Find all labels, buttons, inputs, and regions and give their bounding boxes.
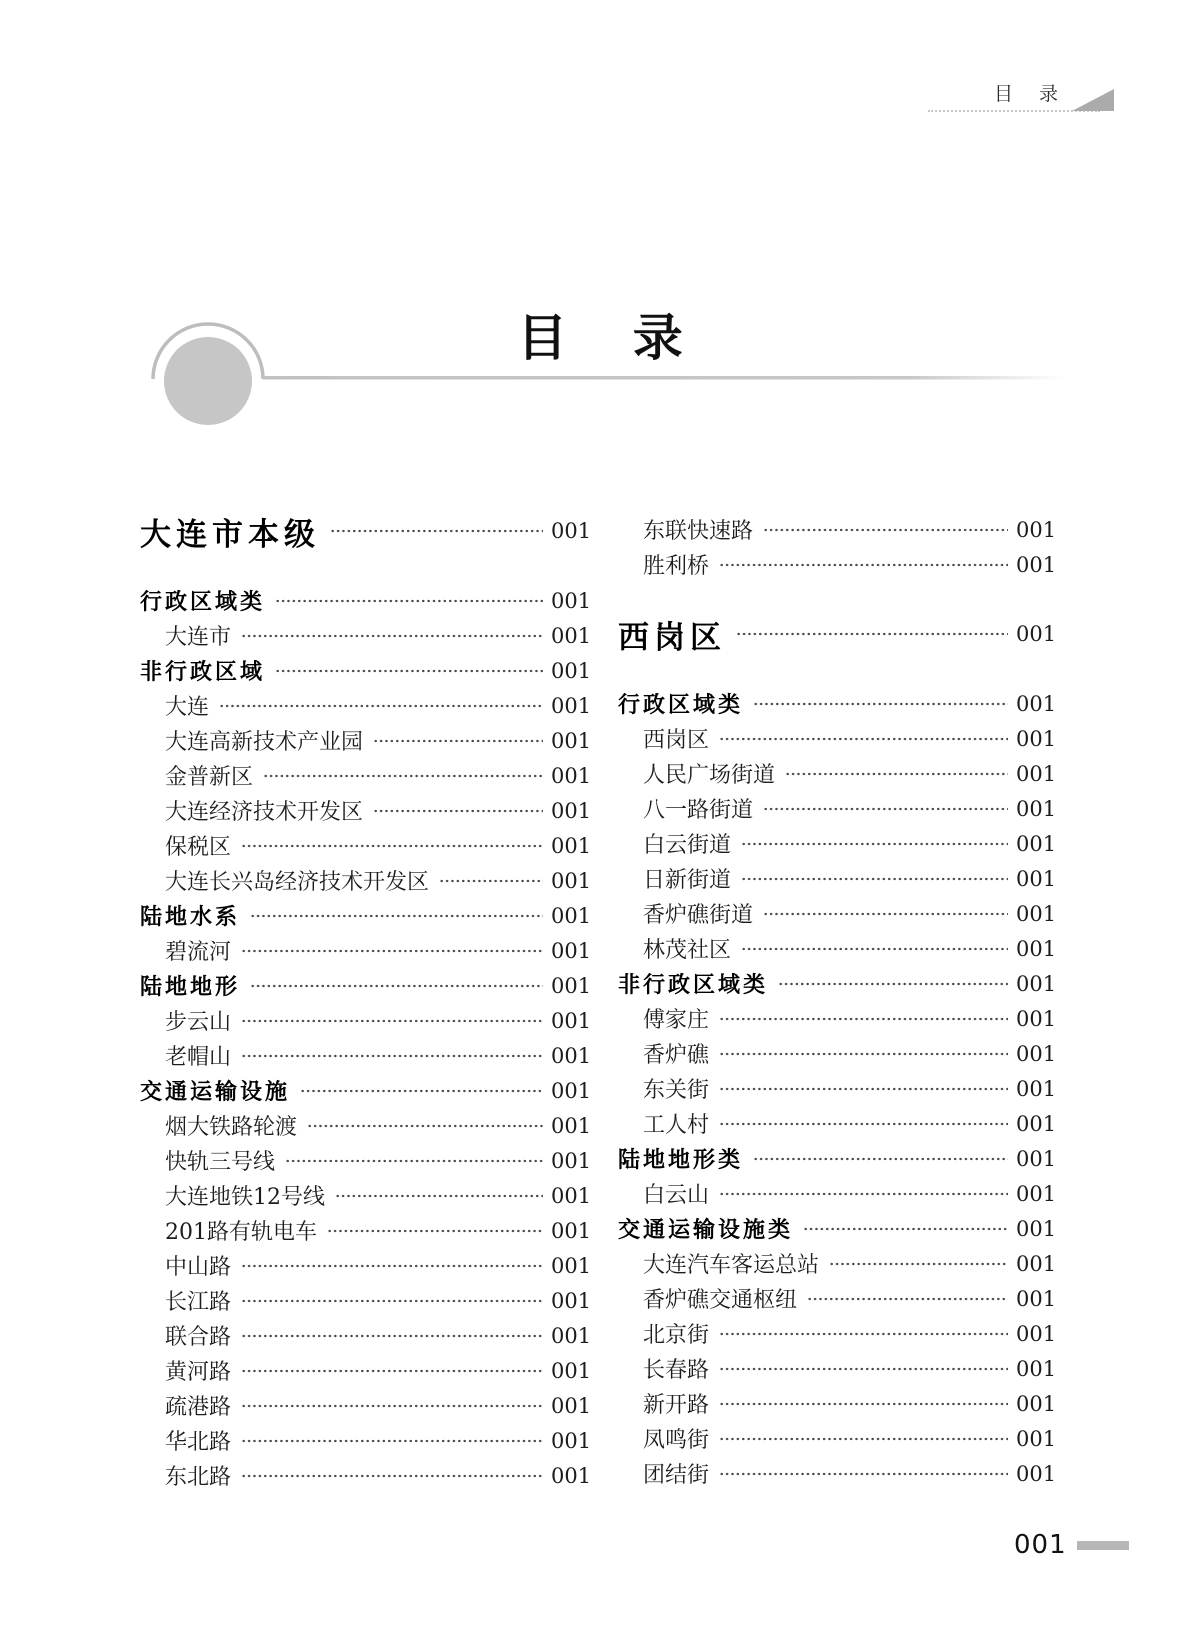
toc-section-label: 非行政区域类 [618,973,769,998]
toc-row-entry [618,1246,1057,1281]
dot-leader [719,1071,1008,1106]
dot-leader [719,1176,1008,1211]
toc-section-label: 交通运输设施类 [618,1218,794,1243]
toc-page-number: 001 [551,1043,592,1068]
toc-row-section [140,653,592,688]
toc-page-number: 001 [551,1218,592,1243]
toc-entry-label: 日新街道 [643,868,732,893]
toc-row-chapter [140,512,592,553]
toc-page-number: 001 [551,728,592,753]
toc-row-section [140,898,592,933]
dot-leader [753,686,1008,721]
toc-page-number: 001 [1016,796,1057,821]
dot-leader [719,547,1008,582]
toc-entry-label: 香炉礁街道 [643,903,754,928]
toc-page-number: 001 [1016,1251,1057,1276]
toc-row-entry [140,1353,592,1388]
toc-entry-label: 香炉礁交通枢纽 [643,1288,798,1313]
toc-row-entry [140,1248,592,1283]
dot-leader [373,723,543,758]
dot-leader [327,1213,543,1248]
toc-page-number: 001 [1016,1321,1057,1346]
toc-row-entry [618,826,1057,861]
toc-row-entry [618,1106,1057,1141]
toc-row-entry [618,1281,1057,1316]
dot-leader [829,1246,1008,1281]
toc-page-number: 001 [551,1428,592,1453]
toc-entry-label: 大连市 [165,625,232,650]
toc-entry-label: 中山路 [165,1255,232,1280]
toc-page-number: 001 [1016,1041,1057,1066]
toc-entry-label: 大连高新技术产业园 [165,730,364,755]
toc-entry-label: 东北路 [165,1465,232,1490]
dot-leader [763,791,1008,826]
dot-leader [719,1106,1008,1141]
toc-row-entry [618,512,1057,547]
toc-row-entry [140,1388,592,1423]
toc-row-entry [140,1143,592,1178]
toc-page-number: 001 [551,1323,592,1348]
toc-row-entry [618,756,1057,791]
toc-page-number: 001 [551,1463,592,1488]
toc-page-number: 001 [1016,622,1057,646]
toc-page-number: 001 [551,1113,592,1138]
toc-entry-label: 大连汽车客运总站 [643,1253,820,1278]
toc-row-section [140,968,592,1003]
toc-page-number: 001 [1016,552,1057,577]
dot-leader [241,618,543,653]
toc-row-section [618,966,1057,1001]
toc-entry-label: 东关街 [643,1078,710,1103]
toc-row-entry [140,933,592,968]
toc-row-entry [140,618,592,653]
toc-entry-label: 北京街 [643,1323,710,1348]
toc-page-number: 001 [551,623,592,648]
dot-leader [241,828,543,863]
dot-leader [763,512,1008,547]
dot-leader [741,826,1008,861]
toc-row-entry [618,721,1057,756]
toc-row-entry [140,1038,592,1073]
toc-row-entry [618,1071,1057,1106]
page-title: 目 录 [517,308,683,367]
toc-entry-label: 新开路 [643,1393,710,1418]
toc-page-number: 001 [551,1358,592,1383]
dot-leader [300,1073,543,1108]
toc-row-entry [140,1003,592,1038]
toc-entry-label: 人民广场街道 [643,763,776,788]
dot-leader [241,1388,543,1423]
toc-entry-label: 烟大铁路轮渡 [165,1115,298,1140]
footer-page-number: 001 [1014,1530,1067,1560]
toc-page-number: 001 [1016,1286,1057,1311]
dot-leader [719,1036,1008,1071]
toc-row-entry [140,723,592,758]
dot-leader [219,688,543,723]
dot-leader [753,1141,1008,1176]
title-decoration [0,0,1200,450]
title-rule-line [263,376,1065,380]
dot-leader [241,1318,543,1353]
toc-row-entry [140,863,592,898]
toc-page-number: 001 [551,973,592,998]
toc-row-entry [618,1386,1057,1421]
dot-leader [719,1421,1008,1456]
toc-row-entry [140,688,592,723]
toc-entry-label: 西岗区 [643,728,710,753]
toc-entry-label: 老帽山 [165,1045,232,1070]
toc-row-entry [140,793,592,828]
dot-leader [275,653,543,688]
toc-entry-label: 黄河路 [165,1360,232,1385]
dot-leader [241,1423,543,1458]
toc-entry-label: 疏港路 [165,1395,232,1420]
toc-page-number: 001 [551,519,592,543]
dot-leader [241,1248,543,1283]
toc-entry-label: 香炉礁 [643,1043,710,1068]
toc-entry-label: 凤鸣街 [643,1428,710,1453]
dot-leader [241,1038,543,1073]
dot-leader [807,1281,1008,1316]
toc-entry-label: 步云山 [165,1010,232,1035]
toc-entry-label: 碧流河 [165,940,232,965]
dot-leader [241,1283,543,1318]
dot-leader [263,758,543,793]
dot-leader [439,863,543,898]
toc-entry-label: 大连地铁12号线 [165,1185,325,1210]
toc-entry-label: 大连长兴岛经济技术开发区 [165,870,430,895]
toc-page-number: 001 [1016,1111,1057,1136]
dot-leader [719,1316,1008,1351]
page-footer [1014,1530,1129,1560]
toc-column-left [140,512,592,1493]
toc-page-number: 001 [551,868,592,893]
dot-leader [741,861,1008,896]
toc-page-number: 001 [551,1078,592,1103]
toc-row-entry [140,1318,592,1353]
toc-entry-label: 八一路街道 [643,798,754,823]
toc-entry-label: 大连经济技术开发区 [165,800,364,825]
dot-leader [778,966,1008,1001]
dot-leader [741,931,1008,966]
toc-entry-label: 白云街道 [643,833,732,858]
toc-row-chapter [618,615,1057,656]
toc-row-entry [618,896,1057,931]
dot-leader [241,1003,543,1038]
dot-leader [719,1386,1008,1421]
toc-page-number: 001 [551,903,592,928]
toc-section-label: 陆地地形类 [618,1148,744,1173]
dot-leader [307,1108,543,1143]
toc-entry-label: 傅家庄 [643,1008,710,1033]
toc-row-entry [618,931,1057,966]
toc-entry-label: 201路有轨电车 [165,1220,317,1245]
toc-page-number: 001 [551,1008,592,1033]
toc-section-label: 交通运输设施 [140,1080,291,1105]
toc-row-entry [140,1213,592,1248]
dot-leader [736,615,1008,653]
toc-row-entry [618,1351,1057,1386]
corner-header-title: 目 录 [993,83,1058,105]
title-band [0,0,1200,450]
toc-row-entry [618,1176,1057,1211]
toc-chapter-label: 西岗区 [618,619,726,656]
toc-page-number: 001 [551,833,592,858]
toc-row-entry [140,1423,592,1458]
toc-row-entry [618,791,1057,826]
toc-page-number: 001 [551,1288,592,1313]
toc-page-number: 001 [551,588,592,613]
toc-entry-label: 林茂社区 [643,938,732,963]
toc-entry-label: 长江路 [165,1290,232,1315]
toc-row-entry [618,861,1057,896]
toc-entry-label: 白云山 [643,1183,710,1208]
toc-row-section [618,1141,1057,1176]
toc-page-number: 001 [1016,1461,1057,1486]
toc-row-entry [140,828,592,863]
toc-page-number: 001 [551,693,592,718]
toc-page-number: 001 [1016,1216,1057,1241]
footer-bar-decoration [1077,1541,1129,1550]
toc-page-number: 001 [551,1183,592,1208]
dot-leader [241,1458,543,1493]
toc-page-number: 001 [1016,1146,1057,1171]
toc-row-section [140,1073,592,1108]
toc-entry-label: 长春路 [643,1358,710,1383]
toc-entry-label: 金普新区 [165,765,254,790]
toc-page-number: 001 [551,1253,592,1278]
toc-page-number: 001 [1016,866,1057,891]
toc-entry-label: 东联快速路 [643,519,754,544]
toc-row-entry [618,1421,1057,1456]
toc-row-entry [140,758,592,793]
toc-page-number: 001 [551,1148,592,1173]
dot-leader [275,583,543,618]
toc-page-number: 001 [1016,761,1057,786]
toc-page-number: 001 [1016,1426,1057,1451]
toc-entry-label: 华北路 [165,1430,232,1455]
toc-row-entry [618,1036,1057,1071]
toc-page-number: 001 [1016,936,1057,961]
dot-leader [373,793,543,828]
dot-leader [335,1178,543,1213]
toc-row-section [618,1211,1057,1246]
toc-entry-label: 大连 [165,695,210,720]
toc-chapter-label: 大连市本级 [140,516,320,553]
dot-leader [803,1211,1008,1246]
toc-row-entry [618,1001,1057,1036]
toc-row-entry [140,1178,592,1213]
dot-leader [719,1351,1008,1386]
toc-section-label: 陆地地形 [140,975,241,1000]
dot-leader [719,1001,1008,1036]
toc-entry-label: 工人村 [643,1113,710,1138]
toc-row-entry [140,1108,592,1143]
toc-page-number: 001 [1016,1391,1057,1416]
dot-leader [330,512,543,550]
toc-entry-label: 联合路 [165,1325,232,1350]
toc-page-number: 001 [1016,726,1057,751]
toc-row-entry [140,1283,592,1318]
toc-page-number: 001 [1016,1006,1057,1031]
toc-page-number: 001 [1016,1076,1057,1101]
toc-section-label: 非行政区域 [140,660,266,685]
toc-column-right [618,512,1057,1491]
toc-row-entry [140,1458,592,1493]
toc-page-number: 001 [551,763,592,788]
toc-entry-label: 快轨三号线 [165,1150,276,1175]
dot-leader [250,968,543,1003]
toc-page-number: 001 [1016,517,1057,542]
toc-section-label: 陆地水系 [140,905,241,930]
toc-section-label: 行政区域类 [618,693,744,718]
toc-page-number: 001 [551,798,592,823]
toc-page-number: 001 [1016,971,1057,996]
toc-page-number: 001 [551,938,592,963]
toc-page-number: 001 [1016,691,1057,716]
toc-row-section [618,686,1057,721]
dot-leader [285,1143,543,1178]
toc-entry-label: 团结街 [643,1463,710,1488]
toc-entry-label: 胜利桥 [643,554,710,579]
toc-page-number: 001 [1016,901,1057,926]
toc-page-number: 001 [551,1393,592,1418]
toc-page-number: 001 [1016,831,1057,856]
toc-section-label: 行政区域类 [140,590,266,615]
toc-row-entry [618,1456,1057,1491]
toc-page-number: 001 [551,658,592,683]
toc-page-number: 001 [1016,1356,1057,1381]
dot-leader [241,1353,543,1388]
dot-leader [250,898,543,933]
toc-entry-label: 保税区 [165,835,232,860]
toc-row-entry [618,547,1057,582]
toc-row-section [140,583,592,618]
dot-leader [719,1456,1008,1491]
toc-row-entry [618,1316,1057,1351]
toc-page-number: 001 [1016,1181,1057,1206]
dot-leader [719,721,1008,756]
dot-leader [785,756,1008,791]
dot-leader [241,933,543,968]
dot-leader [763,896,1008,931]
